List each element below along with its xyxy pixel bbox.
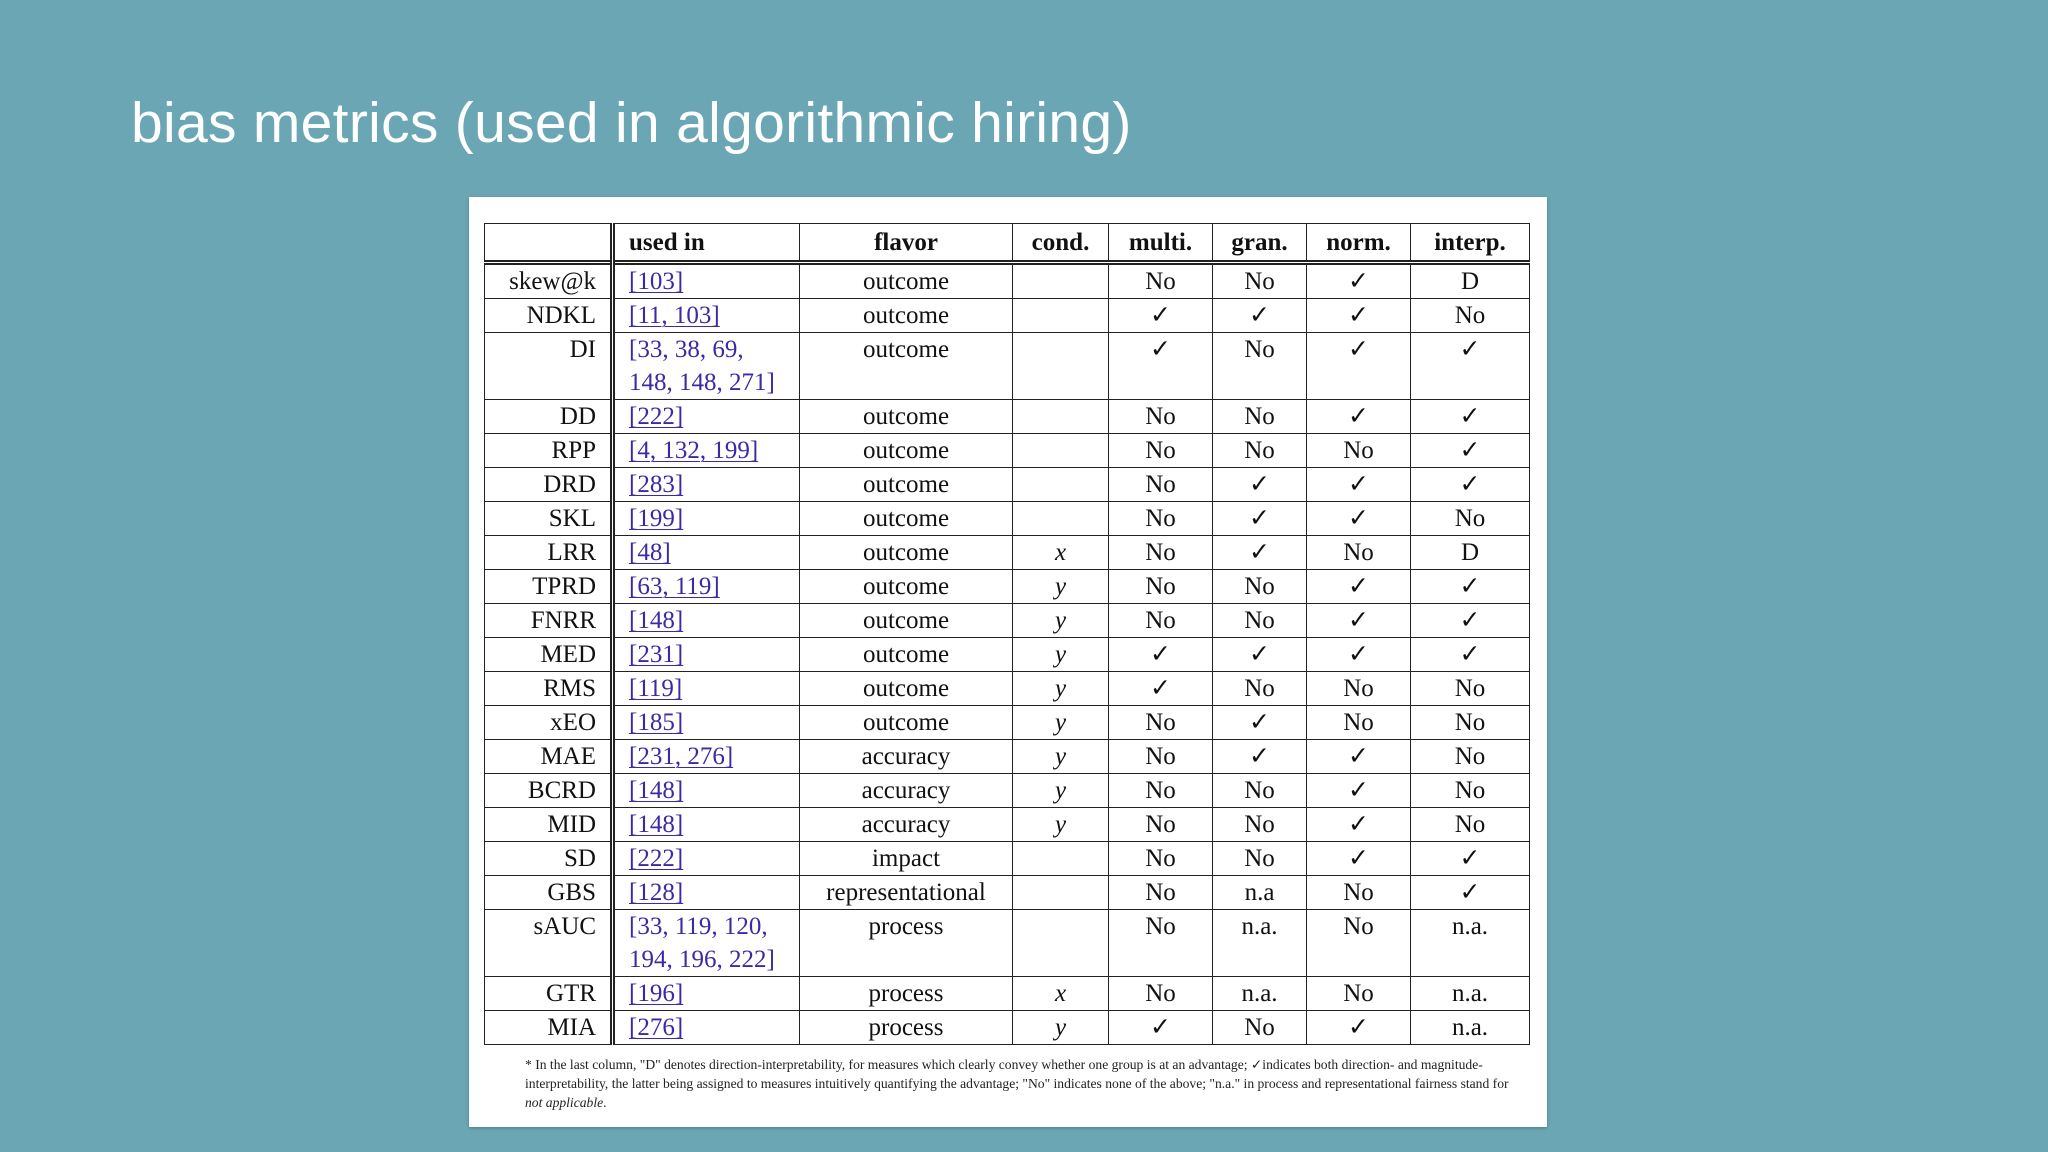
cell-flavor: outcome	[800, 672, 1013, 706]
cell-interp: No	[1411, 740, 1530, 774]
cell-gran: ✓	[1213, 638, 1307, 672]
cell-multi: ✓	[1109, 1011, 1213, 1045]
cell-multi: No	[1109, 570, 1213, 604]
cell-gran: No	[1213, 842, 1307, 876]
citation-link[interactable]: [11, 103]	[629, 302, 720, 329]
cell-gran: ✓	[1213, 536, 1307, 570]
cell-flavor: outcome	[800, 502, 1013, 536]
cell-interp: No	[1411, 774, 1530, 808]
cell-cond	[1013, 400, 1109, 434]
header-gran: gran.	[1213, 224, 1307, 263]
cell-gran: ✓	[1213, 706, 1307, 740]
table-row	[485, 842, 1530, 876]
cell-multi: ✓	[1109, 333, 1213, 400]
cell-gran: ✓	[1213, 740, 1307, 774]
cell-cond: y	[1013, 774, 1109, 808]
cell-cond	[1013, 876, 1109, 910]
cell-gran: No	[1213, 400, 1307, 434]
cell-multi: No	[1109, 400, 1213, 434]
cell-flavor: outcome	[800, 400, 1013, 434]
cell-used-in[interactable]	[613, 842, 800, 876]
table-row	[485, 977, 1530, 1011]
cell-gran: No	[1213, 604, 1307, 638]
cell-interp: No	[1411, 808, 1530, 842]
table-row	[485, 570, 1530, 604]
cell-used-in[interactable]	[613, 774, 800, 808]
cell-metric: sAUC	[485, 910, 613, 977]
cell-cond	[1013, 333, 1109, 400]
cell-cond	[1013, 502, 1109, 536]
cell-norm: ✓	[1307, 570, 1411, 604]
citation-link[interactable]: [231]	[629, 641, 684, 668]
cell-norm: ✓	[1307, 774, 1411, 808]
cell-multi: ✓	[1109, 638, 1213, 672]
cell-flavor: accuracy	[800, 774, 1013, 808]
cell-multi: ✓	[1109, 672, 1213, 706]
slide-title: bias metrics (used in algorithmic hiring)	[131, 91, 1132, 155]
footnote-emphasis: not applicable	[525, 1095, 604, 1110]
cell-norm: ✓	[1307, 842, 1411, 876]
cell-used-in[interactable]	[613, 263, 800, 299]
cell-metric: NDKL	[485, 299, 613, 333]
header-interp: interp.	[1411, 224, 1530, 263]
citation-link[interactable]: [222]	[629, 845, 684, 872]
cell-gran: No	[1213, 434, 1307, 468]
cell-norm: ✓	[1307, 808, 1411, 842]
citation-link[interactable]: [48]	[629, 539, 671, 566]
citation-link[interactable]: [148]	[629, 811, 684, 838]
cell-used-in[interactable]	[613, 808, 800, 842]
cell-interp: ✓	[1411, 468, 1530, 502]
cell-norm: ✓	[1307, 468, 1411, 502]
table-row	[485, 638, 1530, 672]
cell-cond: x	[1013, 536, 1109, 570]
cell-norm: No	[1307, 536, 1411, 570]
cell-cond: y	[1013, 706, 1109, 740]
cell-metric: SD	[485, 842, 613, 876]
cell-used-in[interactable]	[613, 468, 800, 502]
cell-used-in[interactable]	[613, 706, 800, 740]
table-row	[485, 706, 1530, 740]
table-row	[485, 672, 1530, 706]
cell-used-in[interactable]	[613, 977, 800, 1011]
cell-flavor: process	[800, 1011, 1013, 1045]
cell-multi: No	[1109, 434, 1213, 468]
cell-metric: MID	[485, 808, 613, 842]
cell-used-in[interactable]	[613, 740, 800, 774]
cell-metric: xEO	[485, 706, 613, 740]
cell-flavor: accuracy	[800, 740, 1013, 774]
cell-flavor: outcome	[800, 570, 1013, 604]
cell-cond: y	[1013, 808, 1109, 842]
cell-cond	[1013, 299, 1109, 333]
cell-cond	[1013, 434, 1109, 468]
cell-gran: ✓	[1213, 502, 1307, 536]
table-row	[485, 536, 1530, 570]
citation-link[interactable]: [148]	[629, 607, 684, 634]
header-used-in: used in	[613, 224, 800, 263]
citation-link[interactable]: [128]	[629, 879, 684, 906]
cell-cond: y	[1013, 570, 1109, 604]
header-cond: cond.	[1013, 224, 1109, 263]
table-row	[485, 400, 1530, 434]
cell-used-in[interactable]	[613, 434, 800, 468]
table-row	[485, 604, 1530, 638]
header-metric	[485, 224, 613, 263]
cell-interp: ✓	[1411, 570, 1530, 604]
cell-metric: MIA	[485, 1011, 613, 1045]
table-row	[485, 263, 1530, 299]
table-row	[485, 468, 1530, 502]
cell-cond	[1013, 910, 1109, 977]
cell-interp: No	[1411, 502, 1530, 536]
table-row	[485, 299, 1530, 333]
cell-flavor: outcome	[800, 299, 1013, 333]
table-row	[485, 434, 1530, 468]
cell-multi: No	[1109, 740, 1213, 774]
cell-norm: ✓	[1307, 740, 1411, 774]
cell-metric: BCRD	[485, 774, 613, 808]
table-row	[485, 910, 1530, 977]
table-row	[485, 1011, 1530, 1045]
cell-cond: y	[1013, 1011, 1109, 1045]
cell-gran: n.a	[1213, 876, 1307, 910]
cell-multi: No	[1109, 842, 1213, 876]
cell-flavor: outcome	[800, 434, 1013, 468]
citation-link[interactable]: [283]	[629, 471, 684, 498]
table-row	[485, 876, 1530, 910]
cell-gran: No	[1213, 808, 1307, 842]
citation-link[interactable]: [276]	[629, 1014, 684, 1041]
table-row	[485, 333, 1530, 400]
cell-interp: n.a.	[1411, 910, 1530, 977]
cell-metric: RPP	[485, 434, 613, 468]
cell-interp: n.a.	[1411, 977, 1530, 1011]
table-row	[485, 740, 1530, 774]
cell-used-in[interactable]	[613, 1011, 800, 1045]
cell-gran: No	[1213, 333, 1307, 400]
citation-link[interactable]: [185]	[629, 709, 684, 736]
cell-metric: MAE	[485, 740, 613, 774]
cell-interp: D	[1411, 536, 1530, 570]
cell-flavor: outcome	[800, 604, 1013, 638]
citation-link[interactable]: [119]	[629, 675, 683, 702]
cell-used-in[interactable]	[613, 400, 800, 434]
cell-gran: ✓	[1213, 299, 1307, 333]
header-flavor: flavor	[800, 224, 1013, 263]
cell-cond: y	[1013, 604, 1109, 638]
cell-interp: ✓	[1411, 604, 1530, 638]
cell-cond: y	[1013, 638, 1109, 672]
cell-metric: TPRD	[485, 570, 613, 604]
cell-interp: ✓	[1411, 434, 1530, 468]
cell-metric: skew@k	[485, 263, 613, 299]
cell-interp: n.a.	[1411, 1011, 1530, 1045]
cell-norm: ✓	[1307, 638, 1411, 672]
bias-metrics-table	[484, 223, 1530, 1045]
cell-norm: ✓	[1307, 333, 1411, 400]
cell-multi: No	[1109, 263, 1213, 299]
cell-interp: No	[1411, 299, 1530, 333]
table-row	[485, 808, 1530, 842]
cell-multi: No	[1109, 774, 1213, 808]
citation-link[interactable]: [33, 119, 120, 194, 196, 222]	[629, 913, 775, 973]
cell-gran: No	[1213, 1011, 1307, 1045]
cell-flavor: impact	[800, 842, 1013, 876]
cell-interp: No	[1411, 672, 1530, 706]
cell-multi: No	[1109, 808, 1213, 842]
cell-flavor: outcome	[800, 263, 1013, 299]
cell-norm: ✓	[1307, 299, 1411, 333]
cell-used-in[interactable]	[613, 604, 800, 638]
cell-used-in[interactable]	[613, 672, 800, 706]
table-header-row	[485, 224, 1530, 263]
cell-gran: No	[1213, 570, 1307, 604]
cell-multi: No	[1109, 536, 1213, 570]
cell-cond: x	[1013, 977, 1109, 1011]
cell-metric: GBS	[485, 876, 613, 910]
cell-norm: No	[1307, 672, 1411, 706]
cell-norm: No	[1307, 706, 1411, 740]
cell-used-in[interactable]	[613, 502, 800, 536]
cell-multi: ✓	[1109, 299, 1213, 333]
cell-cond	[1013, 842, 1109, 876]
header-norm: norm.	[1307, 224, 1411, 263]
cell-interp: ✓	[1411, 638, 1530, 672]
cell-norm: No	[1307, 910, 1411, 977]
cell-multi: No	[1109, 604, 1213, 638]
header-multi: multi.	[1109, 224, 1213, 263]
cell-cond: y	[1013, 740, 1109, 774]
citation-link[interactable]: [148]	[629, 777, 684, 804]
paper-figure	[469, 197, 1547, 1127]
cell-used-in[interactable]	[613, 570, 800, 604]
cell-gran: No	[1213, 672, 1307, 706]
cell-interp: No	[1411, 706, 1530, 740]
cell-interp: ✓	[1411, 876, 1530, 910]
cell-interp: ✓	[1411, 400, 1530, 434]
table-body	[485, 263, 1530, 1045]
cell-multi: No	[1109, 977, 1213, 1011]
cell-flavor: outcome	[800, 536, 1013, 570]
cell-used-in[interactable]	[613, 536, 800, 570]
cell-flavor: representational	[800, 876, 1013, 910]
cell-metric: DI	[485, 333, 613, 400]
cell-norm: ✓	[1307, 1011, 1411, 1045]
cell-cond	[1013, 468, 1109, 502]
cell-metric: DRD	[485, 468, 613, 502]
table-row	[485, 502, 1530, 536]
cell-norm: No	[1307, 876, 1411, 910]
citation-link[interactable]: [63, 119]	[629, 573, 720, 600]
cell-interp: ✓	[1411, 333, 1530, 400]
cell-interp: ✓	[1411, 842, 1530, 876]
cell-gran: No	[1213, 263, 1307, 299]
cell-multi: No	[1109, 706, 1213, 740]
cell-metric: MED	[485, 638, 613, 672]
cell-metric: DD	[485, 400, 613, 434]
table-footnote	[525, 1055, 1527, 1112]
citation-link[interactable]: [231, 276]	[629, 743, 734, 770]
cell-multi: No	[1109, 502, 1213, 536]
cell-norm: No	[1307, 977, 1411, 1011]
citation-link[interactable]: [199]	[629, 505, 684, 532]
cell-used-in[interactable]	[613, 299, 800, 333]
cell-multi: No	[1109, 468, 1213, 502]
cell-metric: LRR	[485, 536, 613, 570]
cell-gran: No	[1213, 774, 1307, 808]
cell-cond: y	[1013, 672, 1109, 706]
cell-norm: ✓	[1307, 263, 1411, 299]
cell-gran: n.a.	[1213, 910, 1307, 977]
footnote-text: * In the last column, "D" denotes direction-interpretability, for measures which clearly convey whether one group is at an advantage; ✓indicates both direction- and magnitude-interpretability, the latter being assigned to measures intuitively quantifying the advantage; "No" indicates none of the above; "n.a." in process and representational fairness stand for	[525, 1057, 1509, 1091]
cell-used-in[interactable]	[613, 333, 800, 400]
citation-link[interactable]: [33, 38, 69, 148, 148, 271]	[629, 336, 775, 396]
cell-used-in[interactable]	[613, 910, 800, 977]
cell-interp: D	[1411, 263, 1530, 299]
cell-flavor: accuracy	[800, 808, 1013, 842]
cell-norm: No	[1307, 434, 1411, 468]
table-row	[485, 774, 1530, 808]
cell-used-in[interactable]	[613, 876, 800, 910]
cell-gran: ✓	[1213, 468, 1307, 502]
cell-flavor: outcome	[800, 706, 1013, 740]
citation-link[interactable]: [196]	[629, 980, 684, 1007]
cell-flavor: outcome	[800, 468, 1013, 502]
cell-multi: No	[1109, 910, 1213, 977]
cell-norm: ✓	[1307, 400, 1411, 434]
cell-metric: RMS	[485, 672, 613, 706]
footnote-end: .	[603, 1095, 607, 1110]
cell-multi: No	[1109, 876, 1213, 910]
cell-metric: SKL	[485, 502, 613, 536]
citation-link[interactable]: [4, 132, 199]	[629, 437, 759, 464]
cell-norm: ✓	[1307, 502, 1411, 536]
cell-metric: FNRR	[485, 604, 613, 638]
cell-flavor: process	[800, 910, 1013, 977]
cell-flavor: outcome	[800, 333, 1013, 400]
cell-cond	[1013, 263, 1109, 299]
cell-flavor: process	[800, 977, 1013, 1011]
cell-gran: n.a.	[1213, 977, 1307, 1011]
cell-flavor: outcome	[800, 638, 1013, 672]
cell-used-in[interactable]	[613, 638, 800, 672]
citation-link[interactable]: [222]	[629, 403, 684, 430]
cell-norm: ✓	[1307, 604, 1411, 638]
citation-link[interactable]: [103]	[629, 268, 684, 295]
cell-metric: GTR	[485, 977, 613, 1011]
